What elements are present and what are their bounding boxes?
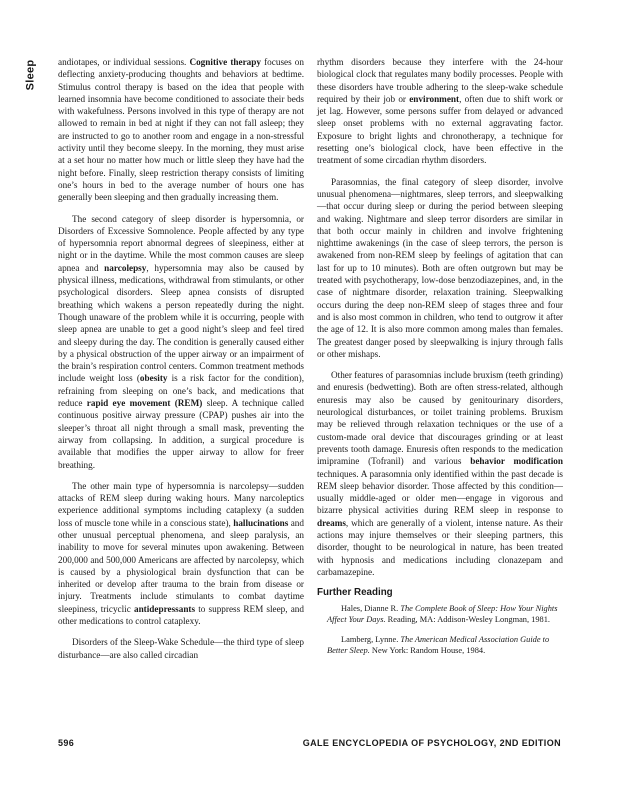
page-number: 596 [58, 738, 75, 748]
text-run: The second category of sleep disorder is hypersomnia, or Disorders of Excessive Somnolence. People affected by any type of hypersomnia report abnormal degrees of sleepiness, either at night or in the daytime. While the most common causes are sleep apnea and [58, 213, 304, 273]
section-side-tab [24, 55, 47, 105]
paragraph [58, 213, 304, 471]
paragraph [58, 56, 304, 204]
reference-entry [317, 603, 563, 625]
italic-title: The American Medical Association Guide to Better Sleep. [327, 635, 550, 656]
text-run: Other features of parasomnias include bruxism (teeth grinding) and enuresis (bedwetting). Both are often stress-related, although enuresis may also be caused by genitourinary disorders, neurological disturbances, or toilet training problems. Bruxism may be relieved through relaxation techniques or the use of a custom-made oral device that discourages grinding or at least prevents tooth damage. Enuresis often responds to the medication imipramine (Tofranil) and various [317, 370, 563, 467]
text-run: rhythm disorders because they interfere with the 24-hour biological clock that regulates many bodily processes. People with these disorders have trouble adhering to the sleep-wake schedule required by their job or [317, 57, 563, 104]
text-run: Hales, Dianne R. [341, 604, 401, 614]
text-run: Parasomnias, the final category of sleep disorder, involve unusual phenomena—nightmares, sleep terrors, and sleepwalking—that occur during sleep or during the period between sleeping and waking. Nightmare and sleep terror disorders are similar in that both occur mainly in children and involve frightening nighttime awakenings (in the case of sleep terrors, the person is awakened from non-REM sleep by feelings of agitation that can last for up to 10 minutes). Both are often outgrown but may be treated with psychotherapy, low-dose benzodiazepines, and, in the case of nightmare disorder, relaxation training. Sleepwalking occurs during the deep non-REM sleep of stages three and four and is also most common in children, who tend to outgrow it after the age of 12. It is also more common among males than females. The greatest danger posed by sleepwalking is injury through falls or other mishaps. [317, 176, 563, 359]
paragraph [58, 636, 304, 661]
bold-term: rapid eye movement (REM) [86, 398, 203, 409]
bold-term: behavior modification [470, 456, 563, 467]
text-run: Reading, MA: Addison-Wesley Longman, 1981. [385, 615, 551, 625]
further-reading-heading: Further Reading [317, 587, 393, 599]
text-run: to suppress REM sleep, and other medications to control cataplexy. [58, 603, 304, 627]
bold-term: hallucinations [233, 517, 289, 528]
text-run: The other main type of hypersomnia is narcolepsy—sudden attacks of REM sleep during waking hours. Many narcoleptics experience additional symptoms including cataplexy (a sudden loss of muscle tone while in a conscious state), [58, 480, 304, 528]
bold-term: narcolepsy [104, 262, 147, 273]
text-run: Disorders of the Sleep-Wake Schedule—the third type of sleep disturbance—are also called circadian [58, 637, 304, 660]
italic-title: The Complete Book of Sleep: How Your Nights Affect Your Days. [327, 604, 558, 625]
text-run: , often due to shift work or jet lag. However, some persons suffer from delayed or advanced sleep onset problems with no external aggravating factor. Exposure to bright lights and chronotherapy, a technique for resetting one’s biological clock, have been effective in the treatment of some circadian rhythm disorders. [317, 93, 563, 166]
paragraph [58, 480, 304, 628]
text-run: is a risk factor for the condition), refraining from sleeping on one’s back, and medications that reduce [58, 373, 305, 409]
running-title: GALE ENCYCLOPEDIA OF PSYCHOLOGY, 2ND EDITION [302, 738, 561, 748]
right-column [317, 56, 563, 665]
bold-term: antidepressants [133, 603, 196, 614]
text-run: and other unusual perceptual phenomena, and sleep paralysis, an inability to move for several minutes upon awakening. Between 200,000 and 500,000 Americans are affected by narcolepsy, which is caused by a physiological brain dysfunction that can be inherited or develop after trauma to the brain from disease or injury. Treatments include stimulants to combat daytime sleepiness, tricyclic [58, 517, 304, 614]
reference-entry [317, 634, 563, 656]
text-run: , which are generally of a violent, intense nature. As their actions may injure themselves or their sleeping partners, this disorder, thought to be neurological in nature, has been treated with hypnosis and medications including clonazepam and carbamazepine. [317, 517, 563, 577]
paragraph [317, 176, 563, 360]
bold-term: dreams [317, 517, 346, 528]
side-tab-label: Sleep [24, 59, 37, 91]
bold-term: obesity [139, 373, 168, 384]
paragraph [317, 56, 563, 167]
text-run: sleep. A technique called continuous positive airway pressure (CPAP) pushes air into the sleeper’s throat all night through a small mask, preventing the airway from collapsing. In addition, a surgical procedure is available that modifies the upper airway to allow for freer breathing. [58, 398, 304, 470]
text-run: Lamberg, Lynne. [341, 635, 401, 645]
bold-term: Cognitive therapy [189, 57, 261, 67]
paragraph [317, 369, 563, 578]
left-column [58, 56, 304, 670]
bold-term: environment [409, 93, 460, 104]
text-run: focuses on deflecting anxiety-producing thoughts and behaviors at bedtime. Stimulus control therapy is based on the idea that people with learned insomnia have become conditioned to associate their beds with wakefulness. Persons involved in this type of therapy are not allowed to remain in bed at night if they can not fall asleep; they are instructed to go to another room and engage in a non-stressful activity until they become sleepy. In the morning, they must arise at a set hour no matter how much or little sleep they have had the night before. Finally, sleep restriction therapy consists of limiting one’s hours in bed to the average number of hours one has generally been sleeping and then gradually increasing them. [58, 57, 304, 203]
text-run: andiotapes, or individual sessions. [58, 57, 190, 67]
text-run: , hypersomnia may also be caused by physical illness, medications, withdrawal from stimulants, or other psychological disorders. Sleep apnea consists of disrupted breathing which wakens a person repeatedly during the night. Though unaware of the problem while it is occurring, people with sleep apnea are unable to get a good night’s sleep and feel tired and sleepy during the day. The condition is generally caused either by a physical obstruction of the upper airway or an impairment of the brain’s respiration control centers. Common treatment methods include weight loss ( [58, 262, 304, 384]
text-run: New York: Random House, 1984. [369, 646, 486, 656]
text-run: techniques. A parasomnia only identified within the past decade is REM sleep behavior disorder. Those affected by this condition—usually middle-aged or older men—engage in vigorous and bizarre physical activities during REM sleep in response to [317, 468, 563, 516]
